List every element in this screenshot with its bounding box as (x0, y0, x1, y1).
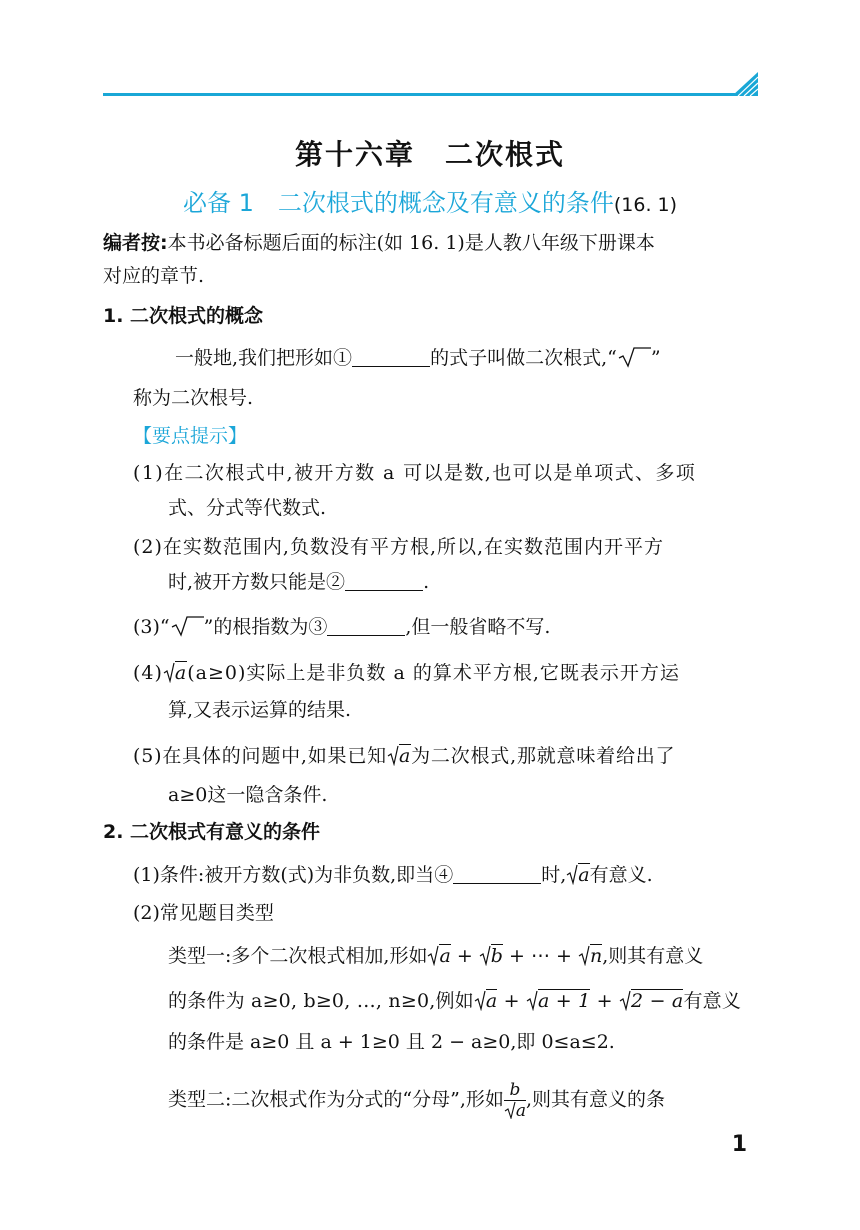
text: . (423, 571, 430, 593)
answer-blank-4[interactable] (453, 863, 541, 884)
text: (4) (133, 662, 163, 684)
plus: + (450, 945, 479, 967)
editor-note-line1 (103, 229, 655, 257)
answer-blank-3[interactable] (327, 615, 405, 636)
section-label: 必备 1 二次根式的概念及有意义的条件 (182, 189, 614, 217)
text: 有意义 (683, 990, 742, 1012)
editor-note-label: 编者按: (103, 232, 168, 254)
key-point-3 (133, 613, 550, 641)
text: ,则其有意义的条 (526, 1088, 666, 1111)
key-point-4b: 算,又表示运算的结果. (168, 699, 352, 721)
key-point-4a (133, 659, 680, 687)
header-rule (103, 93, 735, 96)
fraction-b-over-sqrt-a: $\frac{b}{a}$ (504, 1080, 526, 1121)
type1-line3: 的条件是 a≥0 且 a + 1≥0 且 2 − a≥0,即 0≤a≤2. (168, 1031, 615, 1053)
s2-title: 2. 二次根式有意义的条件 (103, 821, 321, 843)
sqrt-a: a (163, 662, 187, 684)
text: 的条件为 a≥0, b≥0, …, n≥0,例如 (168, 990, 474, 1012)
section-ref: (16. 1) (613, 194, 678, 216)
text: ,但一般省略不写. (405, 616, 551, 638)
editor-note-line2: 对应的章节. (103, 265, 205, 287)
answer-blank-1[interactable] (352, 346, 430, 367)
key-point-1a: (1)在二次根式中,被开方数 a 可以是数,也可以是单项式、多项 (133, 462, 697, 484)
condition-1 (133, 861, 653, 889)
sqrt-a-plus-1: a + 1 (526, 990, 590, 1012)
type1-line1 (168, 942, 703, 970)
sqrt-a: a (427, 945, 450, 967)
key-points-heading: 【要点提示】 (133, 425, 248, 447)
sqrt-a: a (566, 864, 589, 886)
text: ”的根指数为 (203, 616, 309, 638)
dots: + ⋯ + (502, 945, 578, 967)
blank-number: ③ (308, 616, 328, 638)
radical-sign-icon (617, 346, 651, 368)
text: 时, (541, 864, 567, 886)
text: (a≥0)实际上是非负数 a 的算术平方根,它既表示开方运 (187, 662, 680, 684)
sqrt-b: b (479, 945, 503, 967)
plus: + (497, 990, 527, 1012)
text: 有意义. (589, 864, 653, 886)
text: ,则其有意义 (602, 945, 704, 967)
text: 的式子叫做二次根式,“ (430, 347, 617, 369)
type1-line2 (168, 987, 741, 1015)
sqrt-n: n (578, 945, 602, 967)
text: 为二次根式,那就意味着给出了 (411, 745, 676, 767)
s1-title: 1. 二次根式的概念 (103, 305, 264, 327)
text: 时,被开方数只能是 (168, 571, 327, 593)
text: 类型一:多个二次根式相加,形如 (168, 945, 428, 967)
text: (1)条件:被开方数(式)为非负数,即当 (133, 864, 435, 886)
answer-blank-2[interactable] (345, 570, 423, 591)
radical-sign-icon (170, 615, 204, 637)
sqrt-2-minus-a: 2 − a (619, 990, 683, 1012)
text: (3)“ (133, 616, 170, 638)
blank-number: ② (326, 571, 346, 593)
key-point-5a (133, 742, 675, 770)
blank-number: ① (333, 347, 353, 369)
key-point-2a: (2)在实数范围内,负数没有平方根,所以,在实数范围内开平方 (133, 536, 665, 558)
type2-line1 (168, 1080, 665, 1121)
section-title (0, 183, 860, 218)
plus: + (590, 990, 620, 1012)
key-point-1b: 式、分式等代数式. (168, 497, 327, 519)
sqrt-a: a (387, 745, 411, 767)
blank-number: ④ (434, 864, 454, 886)
condition-2: (2)常见题目类型 (133, 902, 274, 924)
text: (5)在具体的问题中,如果已知 (133, 745, 387, 767)
editor-note-text: 本书必备标题后面的标注(如 16. 1)是人教八年级下册课本 (167, 232, 655, 254)
key-point-2b (168, 568, 429, 596)
sqrt-a: a (474, 990, 498, 1012)
text: 一般地,我们把形如 (175, 347, 334, 369)
corner-decoration (732, 72, 758, 96)
text: ” (650, 347, 661, 369)
chapter-title: 第十六章 二次根式 (294, 138, 565, 171)
s1-para2: 称为二次根号. (133, 387, 254, 409)
s1-para1 (175, 344, 661, 372)
page-number: 1 (731, 1132, 747, 1157)
text: 类型二:二次根式作为分式的“分母”,形如 (168, 1088, 504, 1111)
key-point-5b: a≥0这一隐含条件. (168, 784, 328, 806)
